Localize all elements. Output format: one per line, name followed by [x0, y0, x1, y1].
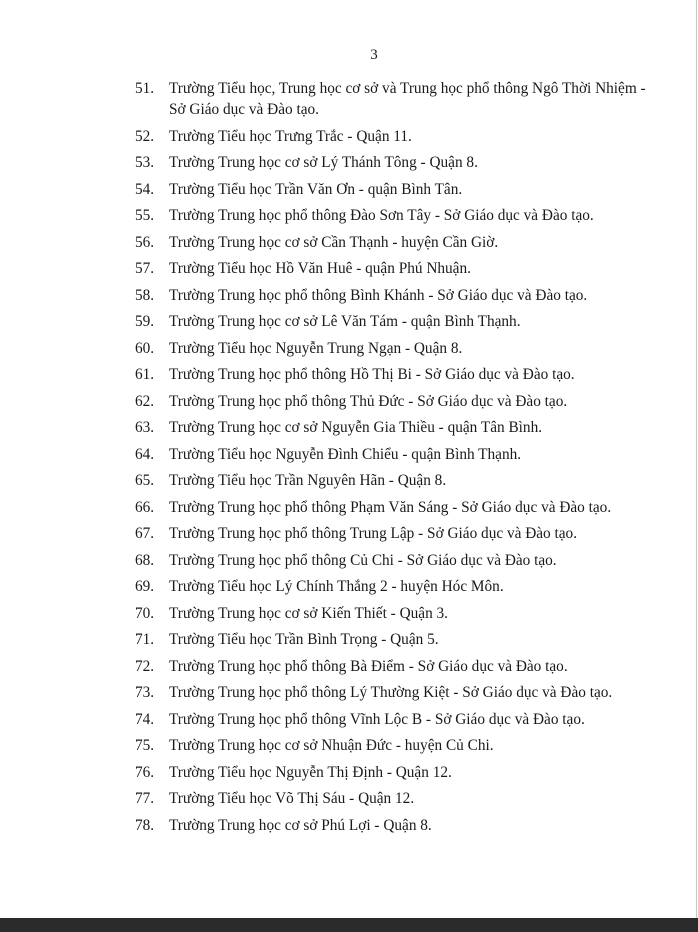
list-item-number: 64.: [135, 445, 155, 463]
list-item-number: 55.: [135, 207, 155, 224]
list-item: [0, 656, 696, 677]
list-item-number: 69.: [135, 578, 155, 595]
list-item: [0, 232, 696, 253]
list-item-number: 76.: [135, 763, 155, 781]
list-item-number: 78.: [135, 816, 155, 834]
list-item: [0, 523, 696, 544]
list-item: [0, 788, 696, 809]
list-item-text: Trường Tiểu học Trưng Trắc - Quận 11.: [169, 127, 412, 145]
list-item: [0, 762, 696, 783]
list-item: [0, 629, 696, 650]
list-item-number: 60.: [135, 339, 155, 357]
list-item-text: Trường Trung học cơ sở Nhuận Đức - huyện Củ Chi.: [169, 737, 494, 754]
list-item-text: Trường Tiểu học Trần Nguyên Hãn - Quận 8.: [169, 472, 447, 489]
list-item-number: 53.: [135, 154, 155, 171]
list-item-number: 58.: [135, 286, 155, 304]
list-item-text: Trường Trung học phổ thông Phạm Văn Sáng - Sở Giáo dục và Đào tạo.: [169, 498, 612, 516]
list-item: [0, 682, 696, 703]
list-item: [0, 285, 696, 306]
viewer-bottom-bar: [0, 918, 698, 932]
list-item: [0, 735, 696, 756]
list-item-text: Trường Trung học cơ sở Lê Văn Tám - quận Bình Thạnh.: [169, 313, 521, 330]
list-item-text: Trường Trung học phổ thông Bà Điểm - Sở Giáo dục và Đào tạo.: [169, 657, 568, 675]
list-item: [0, 78, 696, 120]
list-item-number: 51.: [135, 80, 155, 97]
page-number: 3: [370, 47, 378, 63]
list-item-number: 77.: [135, 790, 155, 807]
list-item-text: Trường Trung học phổ thông Thủ Đức - Sở Giáo dục và Đào tạo.: [169, 392, 568, 410]
list-item: [0, 815, 696, 836]
list-item-number: 56.: [135, 233, 155, 251]
list-item-text: Trường Trung học cơ sở Nguyễn Gia Thiều - quận Tân Bình.: [169, 419, 543, 436]
list-item: [0, 364, 696, 385]
list-item: [0, 152, 696, 173]
list-item-text: Trường Trung học phổ thông Bình Khánh - Sở Giáo dục và Đào tạo.: [169, 286, 588, 304]
list-item-text: Trường Trung học cơ sở Kiến Thiết - Quận 3.: [169, 604, 449, 622]
list-item-text: Trường Trung học cơ sở Lý Thánh Tông - Quận 8.: [169, 154, 478, 171]
list-item-number: 65.: [135, 472, 155, 489]
list-item-number: 75.: [135, 737, 155, 754]
list-item-text: Trường Tiểu học Lý Chính Thắng 2 - huyện Hóc Môn.: [169, 578, 504, 595]
list-item-text: Trường Tiểu học Hồ Văn Huê - quận Phú Nhuận.: [169, 260, 471, 277]
list-item: [0, 603, 696, 624]
list-item-text: Trường Tiểu học Võ Thị Sáu - Quận 12.: [169, 790, 415, 807]
list-item-number: 73.: [135, 684, 155, 701]
list-item-text: Trường Trung học phổ thông Hồ Thị Bi - Sở Giáo dục và Đào tạo.: [169, 366, 575, 383]
list-item: [0, 497, 696, 518]
school-list: [0, 78, 696, 841]
list-item: [0, 338, 696, 359]
list-item: [0, 550, 696, 571]
list-item: [0, 391, 696, 412]
list-item-text: Trường Trung học cơ sở Cần Thạnh - huyện Cần Giờ.: [169, 233, 499, 251]
list-item-number: 52.: [135, 127, 155, 145]
list-item-text: Trường Tiểu học Trần Văn Ơn - quận Bình Tân.: [169, 180, 463, 198]
list-item-text: Trường Trung học phổ thông Lý Thường Kiệt - Sở Giáo dục và Đào tạo.: [169, 684, 613, 701]
list-item: [0, 311, 696, 332]
list-item: [0, 179, 696, 200]
list-item-text: Trường Trung học phổ thông Củ Chi - Sở Giáo dục và Đào tạo.: [169, 551, 557, 569]
list-item: [0, 205, 696, 226]
list-item-text: Trường Trung học phổ thông Đào Sơn Tây - Sở Giáo dục và Đào tạo.: [169, 207, 594, 224]
list-item-text: Trường Trung học phổ thông Trung Lập - Sở Giáo dục và Đào tạo.: [169, 525, 578, 542]
list-item-number: 72.: [135, 657, 155, 675]
list-item-text-continued: Sở Giáo dục và Đào tạo.: [169, 101, 319, 118]
list-item-text: Trường Tiểu học, Trung học cơ sở và Trung học phổ thông Ngô Thời Nhiệm -: [169, 80, 646, 97]
list-item-number: 61.: [135, 366, 155, 383]
list-item-number: 54.: [135, 180, 155, 198]
list-item-number: 70.: [135, 604, 155, 622]
list-item: [0, 126, 696, 147]
list-item-number: 74.: [135, 710, 155, 728]
list-item: [0, 444, 696, 465]
list-item-text: Trường Tiểu học Trần Bình Trọng - Quận 5.: [169, 631, 439, 648]
list-item-text: Trường Tiểu học Nguyễn Trung Ngạn - Quận 8.: [169, 339, 463, 357]
list-item-text: Trường Trung học phổ thông Vĩnh Lộc B - Sở Giáo dục và Đào tạo.: [169, 710, 585, 728]
list-item: [0, 417, 696, 438]
list-item-number: 68.: [135, 551, 155, 569]
list-item: [0, 258, 696, 279]
list-item-number: 59.: [135, 313, 155, 330]
list-item-number: 57.: [135, 260, 155, 277]
list-item: [0, 709, 696, 730]
list-item-number: 67.: [135, 525, 155, 542]
list-item-number: 71.: [135, 631, 155, 648]
list-item-number: 63.: [135, 419, 155, 436]
list-item: [0, 470, 696, 491]
list-item-number: 66.: [135, 498, 155, 516]
list-item: [0, 576, 696, 597]
list-item-text: Trường Tiểu học Nguyễn Đình Chiểu - quận Bình Thạnh.: [169, 445, 522, 463]
list-item-text: Trường Tiểu học Nguyễn Thị Định - Quận 12.: [169, 763, 452, 781]
list-item-text: Trường Trung học cơ sở Phú Lợi - Quận 8.: [169, 816, 432, 834]
list-item-number: 62.: [135, 392, 155, 410]
